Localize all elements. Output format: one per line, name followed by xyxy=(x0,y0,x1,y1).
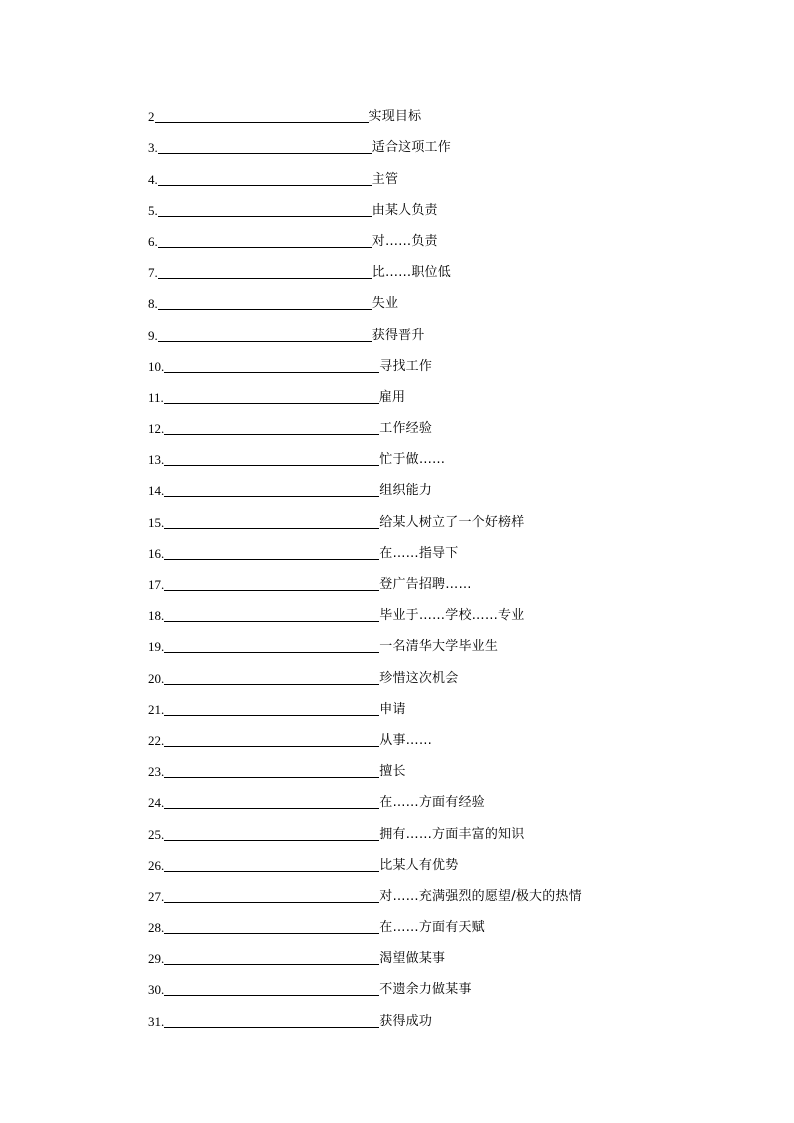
item-number: 9. xyxy=(148,327,158,343)
chinese-meaning: 拥有……方面丰富的知识 xyxy=(379,826,525,842)
list-item xyxy=(148,1003,668,1034)
list-item xyxy=(148,660,668,691)
item-number: 18. xyxy=(148,608,165,624)
chinese-meaning: 对……充满强烈的愿望/极大的热情 xyxy=(379,888,582,904)
answer-blank[interactable] xyxy=(164,514,379,529)
list-item xyxy=(148,910,668,941)
list-item xyxy=(148,380,668,411)
answer-blank[interactable] xyxy=(164,451,379,466)
answer-blank[interactable] xyxy=(164,701,379,716)
chinese-meaning: 给某人树立了一个好榜样 xyxy=(379,514,525,530)
chinese-meaning: 渴望做某事 xyxy=(379,951,446,967)
item-number: 31. xyxy=(148,1013,165,1029)
item-number: 30. xyxy=(148,982,165,998)
chinese-meaning: 在……指导下 xyxy=(379,545,459,561)
chinese-meaning: 获得晋升 xyxy=(371,327,425,343)
list-item xyxy=(148,442,668,473)
item-number: 8. xyxy=(148,296,158,312)
answer-blank[interactable] xyxy=(164,607,379,622)
item-number: 7. xyxy=(148,265,158,281)
chinese-meaning: 寻找工作 xyxy=(379,358,433,374)
chinese-meaning: 申请 xyxy=(379,701,406,717)
list-item xyxy=(148,692,668,723)
item-number: 17. xyxy=(148,577,165,592)
item-number: 22. xyxy=(148,732,165,748)
chinese-meaning: 在……方面有天赋 xyxy=(379,920,485,936)
list-item xyxy=(148,785,668,816)
list-item xyxy=(148,536,668,567)
list-item xyxy=(148,193,668,224)
item-number: 4. xyxy=(148,171,158,187)
answer-blank[interactable] xyxy=(158,202,372,217)
chinese-meaning: 实现目标 xyxy=(368,109,422,125)
item-number: 23. xyxy=(148,764,165,780)
answer-blank[interactable] xyxy=(158,295,372,310)
list-item xyxy=(148,629,668,660)
chinese-meaning: 在……方面有经验 xyxy=(379,795,485,811)
item-number: 3. xyxy=(148,140,158,156)
list-item xyxy=(148,411,668,442)
item-number: 19. xyxy=(148,639,165,655)
item-number: 20. xyxy=(148,670,165,686)
answer-blank[interactable] xyxy=(164,389,379,404)
item-number: 21. xyxy=(148,701,165,717)
item-number: 25. xyxy=(148,826,165,842)
list-item xyxy=(148,317,668,348)
answer-blank[interactable] xyxy=(164,1013,379,1028)
list-item xyxy=(148,598,668,629)
list-item xyxy=(148,723,668,754)
item-number: 27. xyxy=(148,888,165,904)
list-item xyxy=(148,504,668,535)
item-number: 15. xyxy=(148,514,165,530)
fill-in-list xyxy=(148,99,668,1035)
list-item xyxy=(148,941,668,972)
list-item xyxy=(148,816,668,847)
list-item xyxy=(148,255,668,286)
answer-blank[interactable] xyxy=(155,108,369,123)
item-number: 24. xyxy=(148,795,165,811)
answer-blank[interactable] xyxy=(164,950,379,965)
list-item xyxy=(148,99,668,130)
list-item xyxy=(148,848,668,879)
chinese-meaning: 一名清华大学毕业生 xyxy=(379,639,499,655)
chinese-meaning: 主管 xyxy=(371,171,399,187)
item-number: 11. xyxy=(148,389,164,405)
item-number: 13. xyxy=(148,452,165,468)
chinese-meaning: 失业 xyxy=(371,296,399,312)
list-item xyxy=(148,879,668,910)
chinese-meaning: 工作经验 xyxy=(379,421,433,437)
chinese-meaning: 毕业于……学校……专业 xyxy=(379,608,525,624)
chinese-meaning: 登广告招聘…… xyxy=(379,577,472,592)
item-number: 14. xyxy=(148,483,165,499)
answer-blank[interactable] xyxy=(164,919,379,934)
item-number: 10. xyxy=(148,358,165,374)
answer-blank[interactable] xyxy=(164,857,379,872)
item-number: 28. xyxy=(148,920,165,936)
answer-blank[interactable] xyxy=(164,981,379,996)
answer-blank[interactable] xyxy=(164,732,379,747)
chinese-meaning: 擅长 xyxy=(379,764,406,780)
answer-blank[interactable] xyxy=(164,576,379,591)
item-number: 5. xyxy=(148,202,158,218)
item-number: 29. xyxy=(148,951,165,967)
list-item xyxy=(148,224,668,255)
list-item xyxy=(148,754,668,785)
item-number: 12. xyxy=(148,421,165,437)
list-item xyxy=(148,130,668,161)
chinese-meaning: 雇用 xyxy=(378,389,406,405)
chinese-meaning: 获得成功 xyxy=(379,1013,433,1029)
answer-blank[interactable] xyxy=(164,420,379,435)
item-number: 16. xyxy=(148,545,165,561)
list-item xyxy=(148,349,668,380)
answer-blank[interactable] xyxy=(164,670,379,685)
answer-blank[interactable] xyxy=(164,794,379,809)
list-item xyxy=(148,473,668,504)
chinese-meaning: 由某人负责 xyxy=(371,202,438,218)
chinese-meaning: 忙于做…… xyxy=(379,452,446,468)
list-item xyxy=(148,286,668,317)
list-item xyxy=(148,972,668,1003)
list-item xyxy=(148,567,668,598)
answer-blank[interactable] xyxy=(164,482,379,497)
answer-blank[interactable] xyxy=(164,358,379,373)
chinese-meaning: 不遗余力做某事 xyxy=(379,982,472,998)
chinese-meaning: 组织能力 xyxy=(379,483,433,499)
answer-blank[interactable] xyxy=(164,763,379,778)
chinese-meaning: 对……负责 xyxy=(371,233,438,249)
chinese-meaning: 比……职位低 xyxy=(371,265,451,281)
chinese-meaning: 从事…… xyxy=(379,732,433,748)
answer-blank[interactable] xyxy=(158,327,372,342)
item-number: 6. xyxy=(148,233,158,249)
answer-blank[interactable] xyxy=(158,171,372,186)
answer-blank[interactable] xyxy=(158,233,372,248)
chinese-meaning: 适合这项工作 xyxy=(371,140,451,156)
item-number: 2 xyxy=(148,109,155,125)
chinese-meaning: 比某人有优势 xyxy=(379,857,459,873)
item-number: 26. xyxy=(148,857,165,873)
list-item xyxy=(148,161,668,192)
answer-blank[interactable] xyxy=(164,826,379,841)
chinese-meaning: 珍惜这次机会 xyxy=(379,670,459,686)
answer-blank[interactable] xyxy=(158,139,372,154)
answer-blank[interactable] xyxy=(158,264,372,279)
answer-blank[interactable] xyxy=(164,888,379,903)
answer-blank[interactable] xyxy=(164,545,379,560)
answer-blank[interactable] xyxy=(164,638,379,653)
